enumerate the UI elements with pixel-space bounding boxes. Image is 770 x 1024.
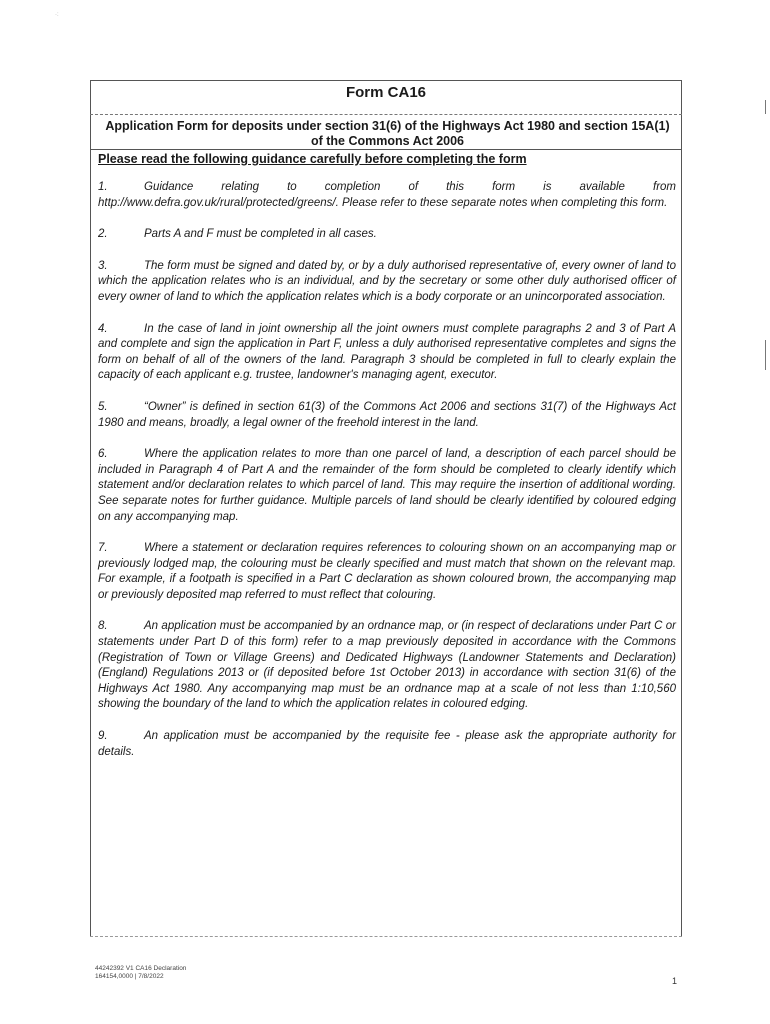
title-divider [90,114,682,115]
item-text: The form must be signed and dated by, or by a duly authorised representative of, every owner of land to which the application relates who is an individual, and by the secretary or some other duly authorised officer of every owner of land to which the application relates which is a body corporate or an unincorporated association. [98,259,676,303]
guidance-item-3 [98,259,676,306]
footer-line-1: 44242392 V1 CA16 Declaration [95,965,187,972]
document-footer [95,965,186,981]
scan-edge-mark [765,340,766,370]
guidance-item-7 [98,541,676,603]
scan-edge-mark [765,100,766,114]
guidance-item-6 [98,447,676,525]
scan-mark: ·: [55,12,59,18]
guidance-item-5 [98,400,676,431]
item-number: 9. [98,730,108,743]
item-number: 3. [98,259,108,272]
form-subtitle: Application Form for deposits under section 31(6) of the Highways Act 1980 and section 15A(1) of the Commons Act 2006 [105,119,670,148]
item-number: 4. [98,322,108,335]
item-text: Where the application relates to more than one parcel of land, a description of each parcel should be included in Paragraph 4 of Part A and the remainder of the form should be completed to clearly identify which statement and/or declaration relates to which parcel of land. This may require the insertion of additional wording. See separate notes for further guidance. Multiple parcels of land should be clearly identified by coloured edging on any accompanying map. [98,448,676,523]
item-text: Guidance relating to completion of this form is available from http://www.defra.gov.uk/rural/protected/greens/. Please refer to these separate notes when completing this form. [98,181,676,209]
subtitle-divider [90,149,682,150]
item-text: In the case of land in joint ownership all the joint owners must complete paragraphs 2 and 3 of Part A and complete and sign the application in Part F, unless a duly authorised representative completes and signs the form on behalf of all of the owners of the land. Paragraph 3 should be completed in full to clearly explain the capacity of each applicant e.g. trustee, landowner's managing agent, executor. [98,322,676,382]
item-number: 8. [98,620,108,633]
form-frame-bottom [90,936,682,937]
form-title: Form CA16 [345,84,427,101]
item-text: Parts A and F must be completed in all cases. [144,228,377,241]
item-text: An application must be accompanied by the requisite fee - please ask the appropriate authority for details. [98,730,676,758]
guidance-item-9 [98,729,676,760]
guidance-item-2 [98,227,676,243]
item-text: Where a statement or declaration requires references to colouring shown on an accompanying map or previously lodged map, the colouring must be clearly specified and must match that shown on the relevant map. For example, if a footpath is specified in a Part C declaration as shown coloured brown, the accompanying map or previously deposited map referred to must reflect that colouring. [98,542,676,601]
page-number: 1 [672,976,678,986]
guidance-heading: Please read the following guidance carefully before completing the form [98,152,527,166]
item-number: 7. [98,542,108,555]
guidance-item-8 [98,619,676,713]
footer-line-2: 164154,0000 | 7/8/2022 [95,973,164,980]
guidance-item-1 [98,180,676,211]
guidance-list [98,180,676,776]
item-number: 1. [98,181,108,193]
item-number: 5. [98,400,108,413]
item-text: “Owner” is defined in section 61(3) of the Commons Act 2006 and sections 31(7) of the Highways Act 1980 and means, broadly, a legal owner of the freehold interest in the land. [98,400,676,429]
item-number: 2. [98,228,108,241]
item-number: 6. [98,448,108,461]
item-text: An application must be accompanied by an ordnance map, or (in respect of declarations under Part C or statements under Part D of this form) refer to a map previously deposited in accordance with the Commons (Registration of Town or Village Greens) and Dedicated Highways (Landowner Statements and Declaration) (England) Regulations 2013 or (if deposited before 1st October 2013) in accordance with section 31(6) of the Highways Act 1980. Any accompanying map must be an ordnance map at a scale of not less than 1:10,560 showing the boundary of the land to which the application relates in coloured edging. [98,620,676,711]
guidance-item-4 [98,322,676,384]
